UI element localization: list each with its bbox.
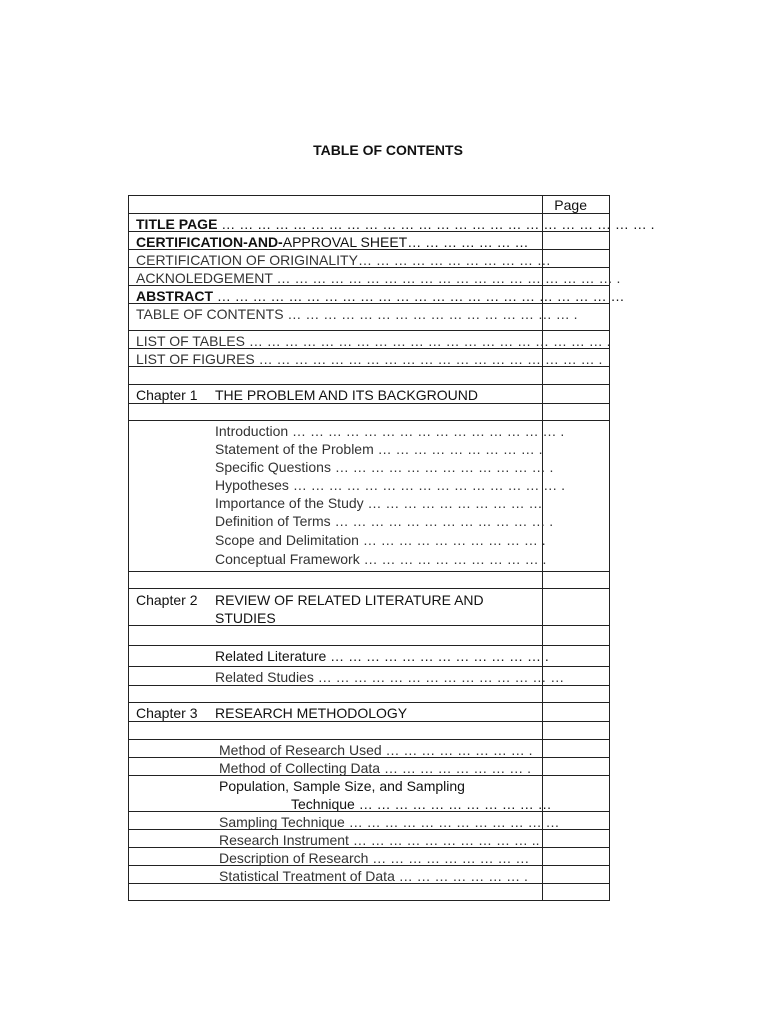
list-item: Related Studies … … … … … … … … … … … … … …: [215, 669, 565, 685]
table-row-blank: [129, 721, 609, 740]
list-item: Related Literature … … … … … … … … … … … … .: [215, 648, 549, 664]
list-item: Description of Research … … … … … … … … …: [219, 850, 530, 866]
toc-entry-table-of-contents: TABLE OF CONTENTS … … … … … … … … … … … … … … … … .: [136, 306, 578, 322]
list-item: Introduction … … … … … … … … … … … … … … … .: [215, 423, 565, 439]
list-item: Statistical Treatment of Data … … … … … … … .: [219, 868, 528, 884]
list-item: Hypotheses … … … … … … … … … … … … … … … .: [215, 477, 566, 493]
toc-entry-certification-originality: CERTIFICATION OF ORIGINALITY… … … … … … … … … … …: [136, 252, 551, 268]
page-title: TABLE OF CONTENTS: [313, 142, 463, 158]
chapter-2-heading: Chapter 2 REVIEW OF RELATED LITERATURE AND STUDIES: [136, 592, 484, 626]
table-row-blank: [129, 883, 609, 901]
toc-entry-certification-approval: CERTIFICATION-AND-APPROVAL SHEET… … … … … … …: [136, 234, 529, 250]
chapter-3-heading: Chapter 3 RESEARCH METHODOLOGY: [136, 705, 408, 721]
list-item: Method of Research Used … … … … … … … … .: [219, 742, 533, 758]
table-row: [129, 267, 621, 286]
table-row: [129, 303, 609, 331]
list-item: Conceptual Framework … … … … … … … … … … .: [215, 551, 547, 567]
list-item: Method of Collecting Data … … … … … … … … .: [219, 760, 531, 776]
table-row: [129, 348, 609, 367]
list-item: Importance of the Study … … … … … … … … … …: [215, 495, 543, 511]
list-item: Definition of Terms … … … … … … … … … … … … .: [215, 513, 554, 529]
table-row: [129, 330, 609, 349]
toc-table: [128, 195, 655, 901]
toc-entry-list-of-tables: LIST OF TABLES … … … … … … … … … … … … … … … … … … … … .: [136, 333, 611, 349]
table-row: [129, 865, 609, 884]
toc-entry-abstract: ABSTRACT … … … … … … … … … … … … … … … … … … … … … … …: [136, 288, 625, 304]
table-row: [129, 285, 625, 304]
table-row: [129, 231, 609, 250]
table-row-blank: [129, 403, 609, 421]
toc-entry-list-of-figures: LIST OF FIGURES … … … … … … … … … … … … … … … … … … … .: [136, 351, 603, 367]
table-row: [129, 757, 609, 776]
table-row: [129, 702, 609, 722]
list-item: Specific Questions … … … … … … … … … … … … .: [215, 459, 554, 475]
list-item: Sampling Technique … … … … … … … … … … … …: [219, 814, 560, 830]
table-row: [129, 213, 655, 232]
table-row: [129, 588, 609, 626]
chapter-1-items: [129, 420, 609, 589]
table-row: [129, 847, 609, 866]
table-row-blank: [129, 625, 609, 646]
chapter-1-heading: Chapter 1 THE PROBLEM AND ITS BACKGROUND: [136, 387, 478, 403]
table-row: [129, 739, 609, 758]
table-row: [129, 775, 609, 812]
toc-entry-title-page: TITLE PAGE … … … … … … … … … … … … … … … … … … … … … … … … .: [136, 216, 655, 232]
table-row: [129, 249, 609, 268]
table-row: [129, 645, 609, 667]
table-row: [129, 829, 609, 848]
list-item: Population, Sample Size, and Sampling Technique … … … … … … … … … … …: [219, 778, 552, 812]
table-header-row: [129, 196, 609, 213]
toc-entry-acknowledgement: ACKNOLEDGEMENT … … … … … … … … … … … … … … … … … … … .: [136, 270, 621, 286]
list-item: Statement of the Problem … … … … … … … … … .: [215, 441, 543, 457]
table-row: [129, 811, 609, 830]
table-row: [129, 666, 609, 686]
list-item: Research Instrument … … … … … … … … … … ..: [219, 832, 540, 848]
page-column-header: Page: [554, 197, 587, 213]
table-row-blank: [129, 685, 609, 703]
list-item: Scope and Delimitation … … … … … … … … … … .: [215, 532, 546, 548]
table-row: [129, 384, 609, 404]
table-row-blank: [129, 571, 609, 589]
table-row-blank: [129, 366, 609, 385]
